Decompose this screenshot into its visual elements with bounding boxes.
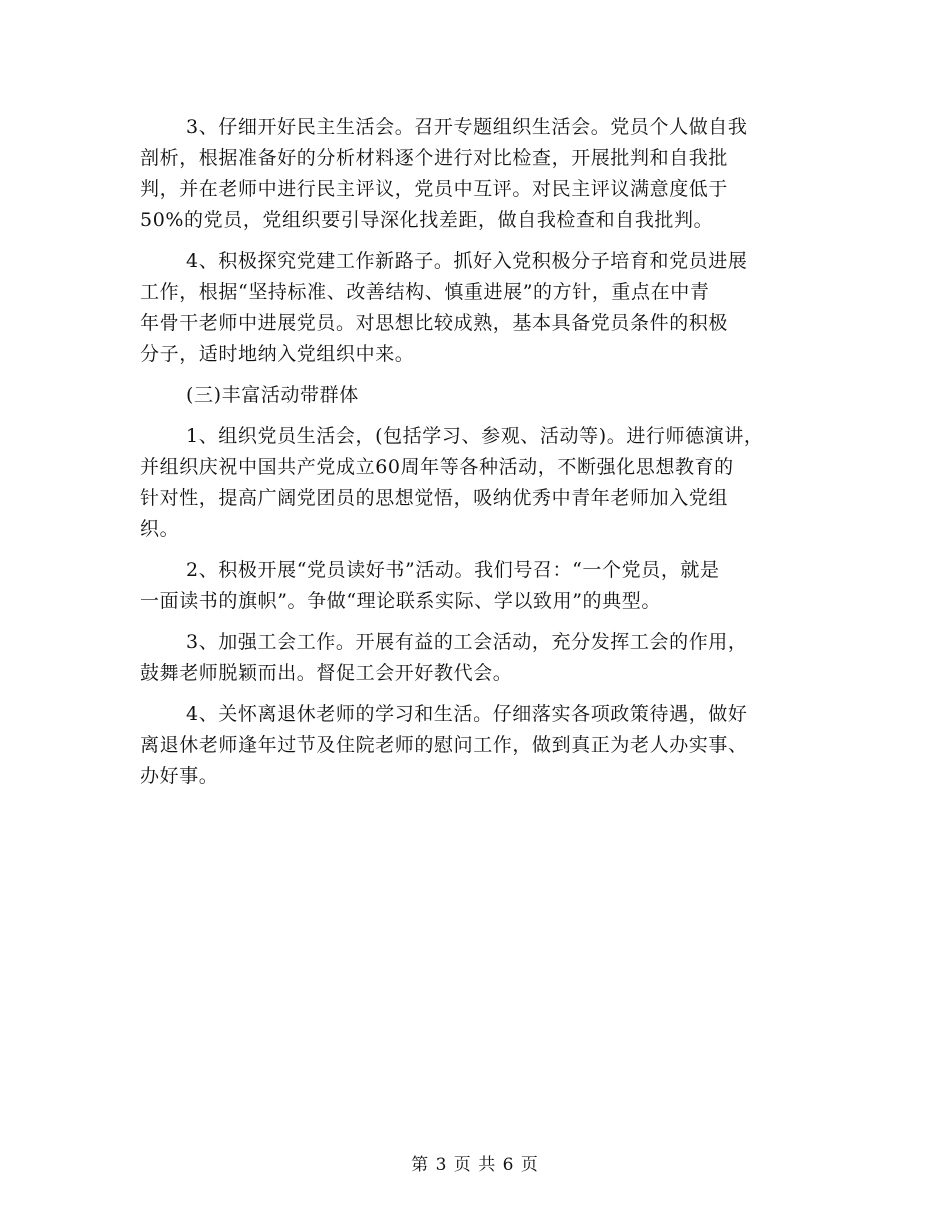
paragraph-3-line-3: 判，并在老师中进行民主评议，党员中互评。对民主评议满意度低于 bbox=[140, 178, 729, 200]
paragraph-3-line-1: 3、仔细开好民主生活会。召开专题组织生活会。党员个人做自我 bbox=[186, 116, 748, 138]
paragraph-4-line-3: 年骨干老师中进展党员。对思想比较成熟，基本具备党员条件的积极 bbox=[140, 312, 729, 334]
activity-2-line-2: 一面读书的旗帜”。争做“理论联系实际、学以致用”的典型。 bbox=[140, 590, 661, 612]
activity-1-line-2: 并组织庆祝中国共产党成立60周年等各种活动，不断强化思想教育的 bbox=[140, 456, 734, 478]
page-number-footer: 第 3 页 共 6 页 bbox=[411, 1155, 539, 1175]
activity-2-line-1: 2、积极开展“党员读好书”活动。我们号召：“一个党员，就是 bbox=[186, 559, 720, 581]
paragraph-4-line-4: 分子，适时地纳入党组织中来。 bbox=[140, 343, 415, 365]
section-heading: (三)丰富活动带群体 bbox=[186, 384, 359, 406]
paragraph-3-line-4: 50%的党员，党组织要引导深化找差距，做自我检查和自我批判。 bbox=[140, 209, 714, 231]
activity-1-line-3: 针对性，提高广阔党团员的思想觉悟，吸纳优秀中青年老师加入党组 bbox=[140, 487, 729, 509]
activity-4-line-1: 4、关怀离退休老师的学习和生活。仔细落实各项政策待遇，做好 bbox=[186, 703, 748, 725]
activity-1-line-4: 织。 bbox=[140, 518, 180, 540]
document-body bbox=[140, 112, 810, 792]
activity-3-line-2: 鼓舞老师脱颖而出。督促工会开好教代会。 bbox=[140, 662, 513, 684]
activity-3-line-1: 3、加强工会工作。开展有益的工会活动，充分发挥工会的作用， bbox=[186, 631, 748, 653]
paragraph-4-line-2: 工作，根据“坚持标准、改善结构、慎重进展”的方针，重点在中青 bbox=[140, 281, 710, 303]
activity-4-line-3: 办好事。 bbox=[140, 765, 219, 787]
paragraph-4-line-1: 4、积极探究党建工作新路子。抓好入党积极分子培育和党员进展 bbox=[186, 250, 748, 272]
activity-1-line-1: 1、组织党员生活会，(包括学习、参观、活动等)。进行师德演讲， bbox=[186, 425, 764, 447]
activity-4-line-2: 离退休老师逢年过节及住院老师的慰问工作，做到真正为老人办实事、 bbox=[140, 734, 748, 756]
paragraph-3-line-2: 剖析，根据准备好的分析材料逐个进行对比检查，开展批判和自我批 bbox=[140, 147, 729, 169]
